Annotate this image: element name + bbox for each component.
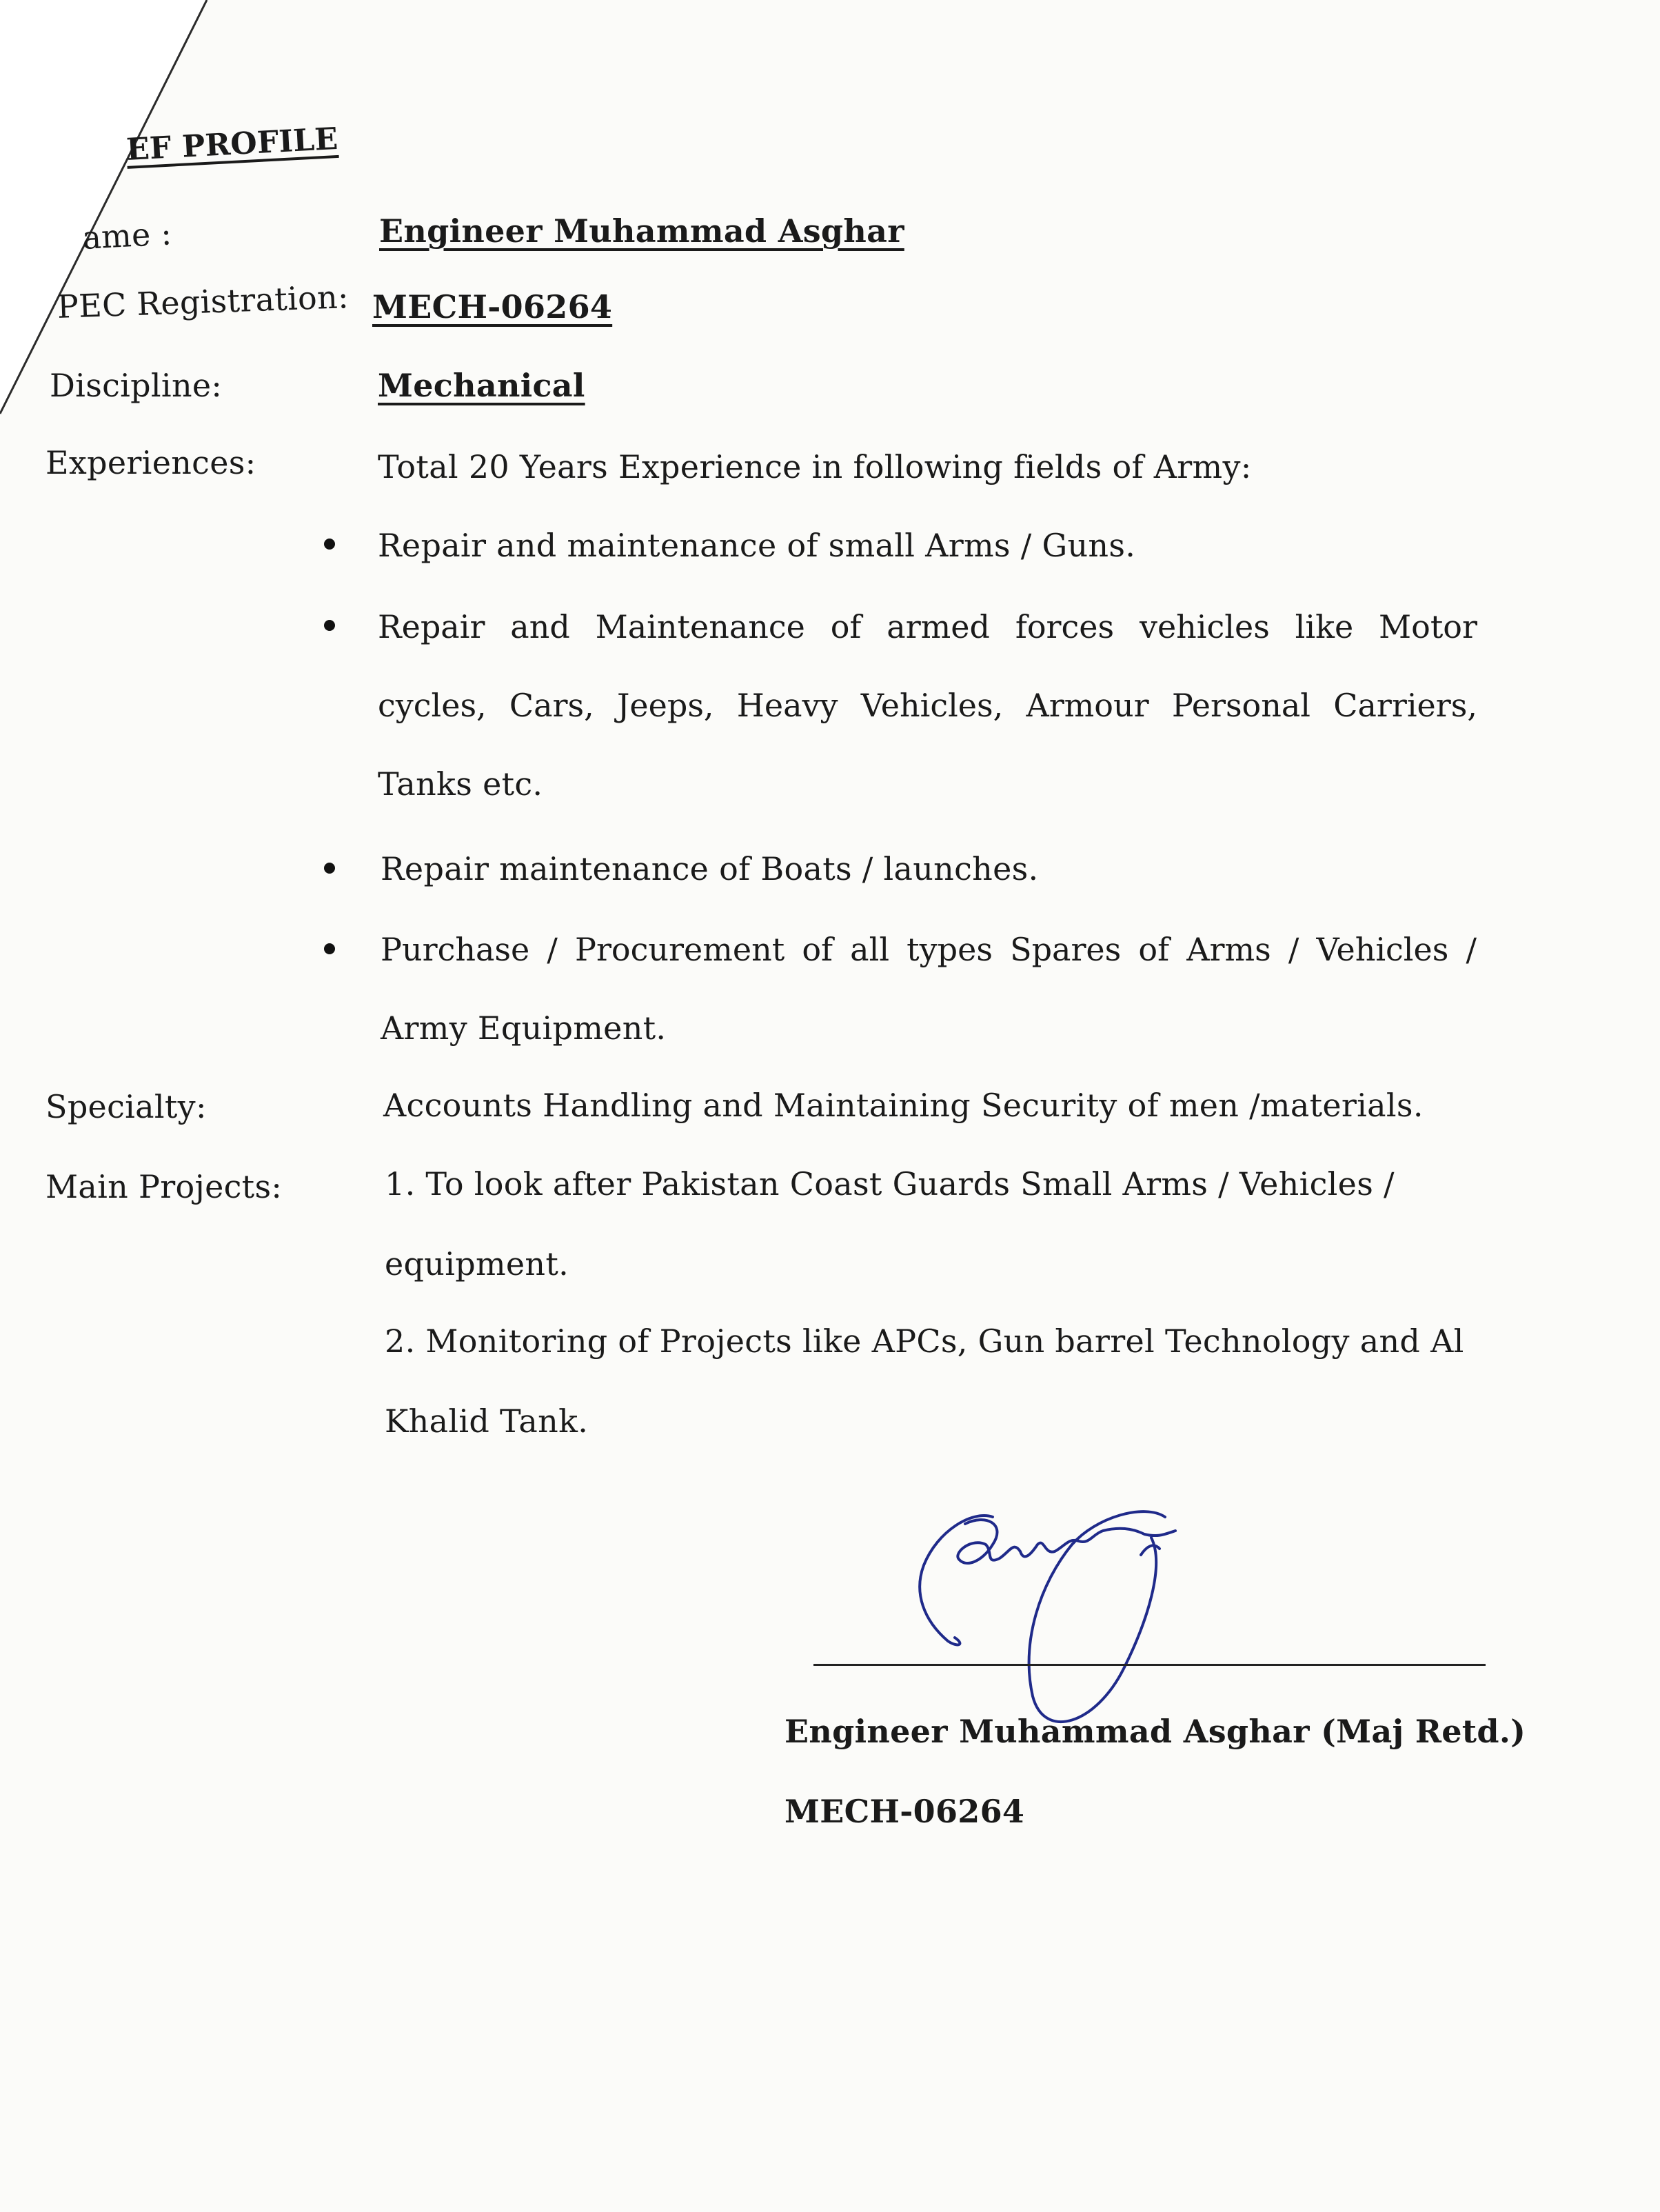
signature-line [813, 1664, 1486, 1666]
experience-item: Repair and maintenance of small Arms / Guns. [378, 527, 1136, 564]
bullet-icon [324, 539, 335, 550]
experience-item: Repair maintenance of Boats / launches. [381, 850, 1039, 887]
name-value: Engineer Muhammad Asghar [379, 212, 904, 250]
name-label: ame : [81, 214, 173, 257]
main-projects-label: Main Projects: [45, 1168, 283, 1205]
page-title: EF PROFILE [125, 121, 339, 168]
experience-item: Repair and Maintenance of armed forces vehicles like Motor [378, 608, 1477, 645]
project-item: 2. Monitoring of Projects like APCs, Gun barrel Technology and Al [385, 1323, 1464, 1360]
pec-registration-value: MECH-06264 [372, 288, 613, 325]
handwritten-signature [889, 1503, 1248, 1738]
experience-item-continued: Army Equipment. [381, 1009, 667, 1047]
experience-item-continued: Tanks etc. [378, 765, 543, 803]
specialty-label: Specialty: [45, 1088, 207, 1125]
bullet-icon [324, 943, 335, 954]
project-item: 1. To look after Pakistan Coast Guards Small Arms / Vehicles / [385, 1165, 1395, 1203]
project-item-continued: Khalid Tank. [385, 1402, 589, 1440]
discipline-label: Discipline: [50, 367, 223, 404]
experience-item-continued: cycles, Cars, Jeeps, Heavy Vehicles, Armour Personal Carriers, [378, 687, 1477, 724]
bullet-icon [324, 620, 335, 631]
project-item-continued: equipment. [385, 1245, 569, 1283]
experience-item: Purchase / Procurement of all types Spares of Arms / Vehicles / [381, 931, 1477, 968]
specialty-value: Accounts Handling and Maintaining Security of men /materials. [383, 1087, 1424, 1124]
signatory-name: Engineer Muhammad Asghar (Maj Retd.) [785, 1713, 1526, 1750]
experiences-label: Experiences: [45, 444, 256, 481]
experiences-intro: Total 20 Years Experience in following fields of Army: [378, 448, 1252, 485]
pec-registration-label: PEC Registration: [57, 278, 350, 325]
bullet-icon [324, 863, 335, 874]
discipline-value: Mechanical [378, 367, 585, 404]
signatory-registration: MECH-06264 [785, 1793, 1025, 1830]
